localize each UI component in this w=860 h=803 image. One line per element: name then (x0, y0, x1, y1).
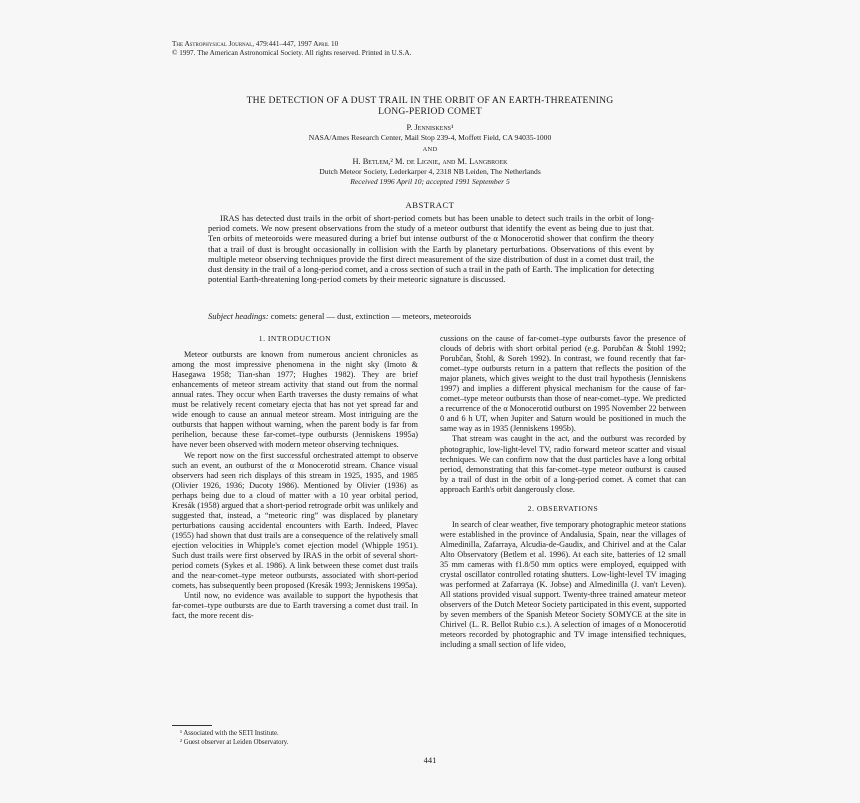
subject-headings-label: Subject headings: (208, 311, 269, 321)
second-affiliation: Dutch Meteor Society, Lederkarper 4, 2318 NB Leiden, The Netherlands (319, 167, 541, 176)
copyright-notice: © 1997. The American Astronomical Society. All rights reserved. Printed in U.S.A. (172, 49, 412, 57)
intro-paragraph-2: We report now on the first successful orchestrated attempt to observe such an event, an outburst of the α Monocerotid stream. Chance visual observers had seen rich displays of this stream in 1925, 1935, and 1985 (Olivier 1926, 1936; Ducoty 1986). Mentioned by Olivier (1936) as perhaps being due to a cloud of matter with a 10 year orbital period, Kresák (1958) argued that a short-period retrograde orbit was unlikely and suggested that, instead, a “meteoric ring” was displaced by planetary perturbations causing accidental encounters with Earth. Indeed, Plavec (1955) had shown that dust trails are a consequence of the relatively small ejection velocities in Whipple's comet ejection model (Whipple 1951). Such dust trails were first observed by IRAS in the orbit of several short-period comets (Sykes et al. 1986). A link between these comet dust trails and the near-comet–type meteor outbursts, associated with short-period comets, has subsequently been proposed (Kresák 1993; Jenniskens 1995a). (172, 450, 418, 591)
subject-headings-text: comets: general — dust, extinction — meteors, meteoroids (268, 311, 472, 321)
abstract-heading: ABSTRACT (405, 200, 455, 210)
first-author: P. Jenniskens¹ (406, 123, 454, 132)
first-affiliation: NASA/Ames Research Center, Mail Stop 239-4, Moffett Field, CA 94035-1000 (308, 133, 552, 142)
subject-headings (208, 311, 654, 321)
running-header (172, 40, 411, 58)
intro-paragraph-3: Until now, no evidence was available to support the hypothesis that far-comet–type outbursts are due to Earth traversing a comet dust trail. In fact, the more recent dis- (172, 591, 418, 621)
author-conjunction: AND (422, 146, 438, 153)
other-authors: H. Betlem,² M. de Lignie, and M. Langbroek (352, 157, 508, 166)
observations-paragraph-1: In search of clear weather, five temporary photographic meteor stations were established in the province of Andalusia, Spain, near the villages of Almedinilla, Zafarraya, Alcudia-de-Gaudix, and Chirivel and at the Calar Alto Observatory (Betlem et al. 1996). At each site, batteries of 12 small 35 mm cameras with f1.8/50 mm optics were employed, equipped with crystal oscillator controlled rotating shutters. Low-light-level TV imaging was performed at Zafarraya (K. Jobse) and Almedinilla (J. van't Leven). All stations provided visual support. Twenty-three trained amateur meteor observers of the Dutch Meteor Society participated in this event, supported by seven members of the Spanish Meteor Society SOMYCE at the site in Chirivel (L. R. Bellot Rubio c.s.). A selection of images of α Monocerotid meteors recorded by photographic and TV image intensified techniques, including a small section of life video, (440, 519, 686, 650)
intro-paragraph-continued: cussions on the cause of far-comet–type outbursts favor the presence of clouds of debris with short orbital period (e.g. Porubčan & Štohl 1992; Porubčan, Štohl, & Soreh 1992). In contrast, we found recently that far-comet–type outbursts return in a pattern that reflects the position of the major planets, which gives weight to the dust trail hypothesis (Jenniskens 1997) and implies a different physical mechanism for the cause of far-comet–type meteor outbursts than those of near-comet–type. We predicted a recurrence of the α Monocerotid outburst on 1995 November 22 between 0 and 6 h UT, when Jupiter and Saturn would be positioned in much the same way as in 1935 (Jenniskens 1995b). (440, 334, 686, 434)
footnote-rule (172, 725, 212, 726)
intro-paragraph-1: Meteor outbursts are known from numerous ancient chronicles as among the most impressive phenomena in the night sky (Imoto & Hasegawa 1958; Tian-shan 1977; Hughes 1982). They are brief enhancements of meteor stream activity that stand out from the normal annual rates. They occur when Earth traverses the dusty remains of what must be relatively recent cometary ejecta that has not yet spread far and wide enough to cause an annual meteor stream. Most intriguing are the outbursts that happen without warning, when the parent body is far from perihelion, because these far-comet–type outbursts (Jenniskens 1995a) have never been observed with modern meteor observing techniques. (172, 350, 418, 450)
author-block (150, 123, 710, 187)
received-dates: Received 1996 April 10; accepted 1991 September 5 (350, 177, 510, 186)
title-line-2: LONG-PERIOD COMET (378, 106, 482, 117)
intro-paragraph-4: That stream was caught in the act, and the outburst was recorded by photographic, low-light-level TV, radio forward meteor scatter and visual techniques. We can confirm now that the dust particles have a long orbital period, demonstrating that this far-comet–type meteor outburst is caused by a trail of dust in the orbit of a long-period comet. A comet that can approach Earth's orbit dangerously close. (440, 434, 686, 494)
footnote-1: ¹ Associated with the SETI Institute. (180, 730, 279, 737)
section-heading-observations: 2. OBSERVATIONS (527, 503, 599, 513)
paper-title (150, 95, 710, 117)
journal-citation: The Astrophysical Journal, 479:441–447, 1997 April 10 (172, 40, 339, 48)
section-heading-introduction: 1. INTRODUCTION (258, 334, 332, 343)
footnote-2: ² Guest observer at Leiden Observatory. (180, 739, 289, 746)
right-column (440, 334, 686, 650)
left-column (172, 334, 418, 621)
footnotes (172, 729, 418, 747)
page-number: 441 (423, 755, 437, 765)
title-line-1: THE DETECTION OF A DUST TRAIL IN THE ORBIT OF AN EARTH-THREATENING (246, 95, 614, 106)
abstract-text: IRAS has detected dust trails in the orbit of short-period comets but has been unable to detect such trails in the orbit of long-period comets. We now present observations from the study of a meteor outburst that identify the event as being due to just that. Ten orbits of meteoroids were measured during a brief but intense outburst of the α Monocerotid shower that confirm the theory that a trail of dust is brought occasionally in collision with the Earth by planetary perturbations. Observations of this event by multiple meteor observing techniques provide the first direct measurement of the size distribution of dust in a comet dust trail, the dust density in the trail of a long-period comet, and a cross section of such a trail in the path of Earth. The implication for detecting potential Earth-threatening long-period comets by their meteoric signature is discussed. (208, 213, 654, 285)
